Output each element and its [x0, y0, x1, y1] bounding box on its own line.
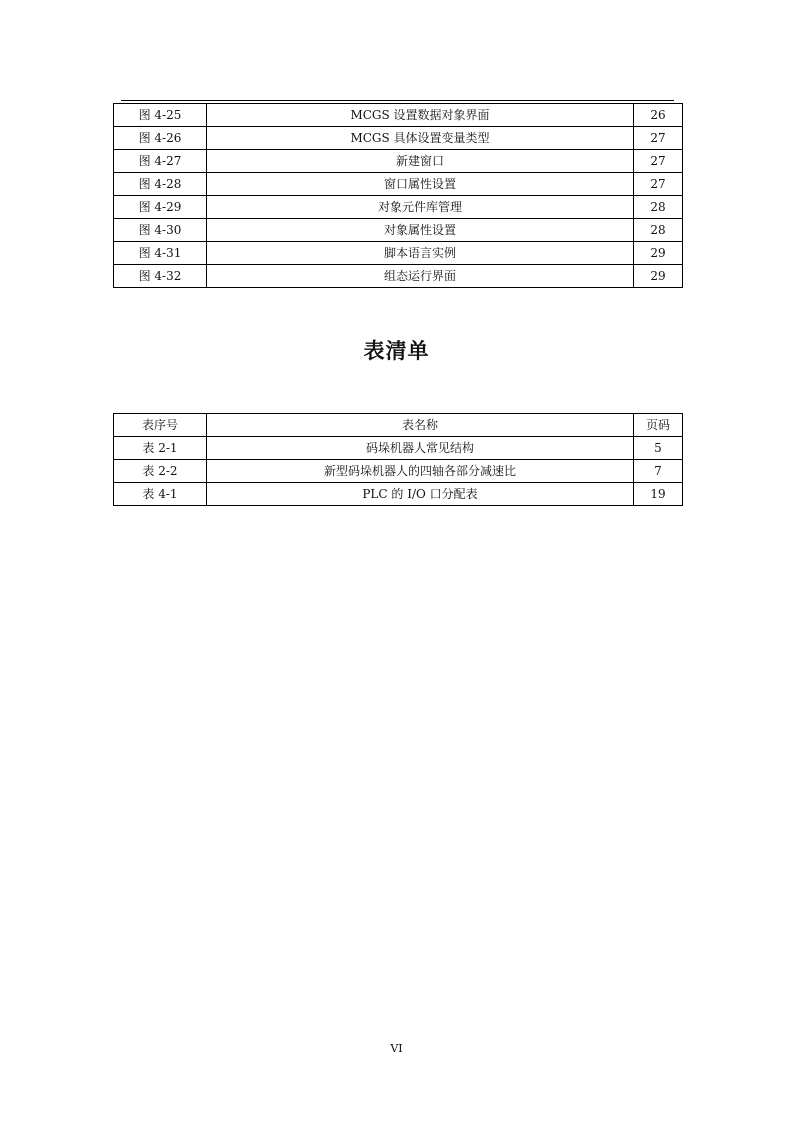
figure-page: 27 — [634, 173, 683, 196]
header-page: 页码 — [634, 414, 683, 437]
page-number: VI — [390, 1042, 403, 1055]
table-number: 表 2-1 — [114, 437, 207, 460]
figure-page: 29 — [634, 265, 683, 288]
figure-list-table — [113, 103, 683, 288]
figure-number: 图 4-32 — [114, 265, 207, 288]
table-row — [114, 127, 683, 150]
table-row — [114, 460, 683, 483]
figure-page: 28 — [634, 196, 683, 219]
table-number: 表 4-1 — [114, 483, 207, 506]
table-row — [114, 150, 683, 173]
figure-page: 28 — [634, 219, 683, 242]
figure-page: 27 — [634, 127, 683, 150]
figure-name: MCGS 设置数据对象界面 — [207, 104, 634, 127]
figure-name: 对象元件库管理 — [207, 196, 634, 219]
figure-page: 27 — [634, 150, 683, 173]
table-row — [114, 104, 683, 127]
figure-page: 29 — [634, 242, 683, 265]
header-name: 表名称 — [207, 414, 634, 437]
figure-name: MCGS 具体设置变量类型 — [207, 127, 634, 150]
table-row — [114, 196, 683, 219]
figure-page: 26 — [634, 104, 683, 127]
table-row — [114, 242, 683, 265]
figure-number: 图 4-27 — [114, 150, 207, 173]
table-name: 新型码垛机器人的四轴各部分减速比 — [207, 460, 634, 483]
figure-name: 新建窗口 — [207, 150, 634, 173]
table-name: PLC 的 I/O 口分配表 — [207, 483, 634, 506]
table-row — [114, 437, 683, 460]
table-page: 5 — [634, 437, 683, 460]
table-page: 7 — [634, 460, 683, 483]
section-title: 表清单 — [363, 339, 430, 363]
figure-number: 图 4-29 — [114, 196, 207, 219]
table-row — [114, 265, 683, 288]
table-header-row — [114, 414, 683, 437]
figure-number: 图 4-26 — [114, 127, 207, 150]
table-row — [114, 173, 683, 196]
table-page: 19 — [634, 483, 683, 506]
top-rule — [121, 100, 674, 101]
table-list-table — [113, 413, 683, 506]
table-number: 表 2-2 — [114, 460, 207, 483]
figure-name: 脚本语言实例 — [207, 242, 634, 265]
table-row — [114, 483, 683, 506]
figure-number: 图 4-30 — [114, 219, 207, 242]
figure-number: 图 4-28 — [114, 173, 207, 196]
header-number: 表序号 — [114, 414, 207, 437]
figure-name: 窗口属性设置 — [207, 173, 634, 196]
figure-number: 图 4-31 — [114, 242, 207, 265]
table-name: 码垛机器人常见结构 — [207, 437, 634, 460]
figure-name: 对象属性设置 — [207, 219, 634, 242]
figure-number: 图 4-25 — [114, 104, 207, 127]
table-row — [114, 219, 683, 242]
figure-name: 组态运行界面 — [207, 265, 634, 288]
